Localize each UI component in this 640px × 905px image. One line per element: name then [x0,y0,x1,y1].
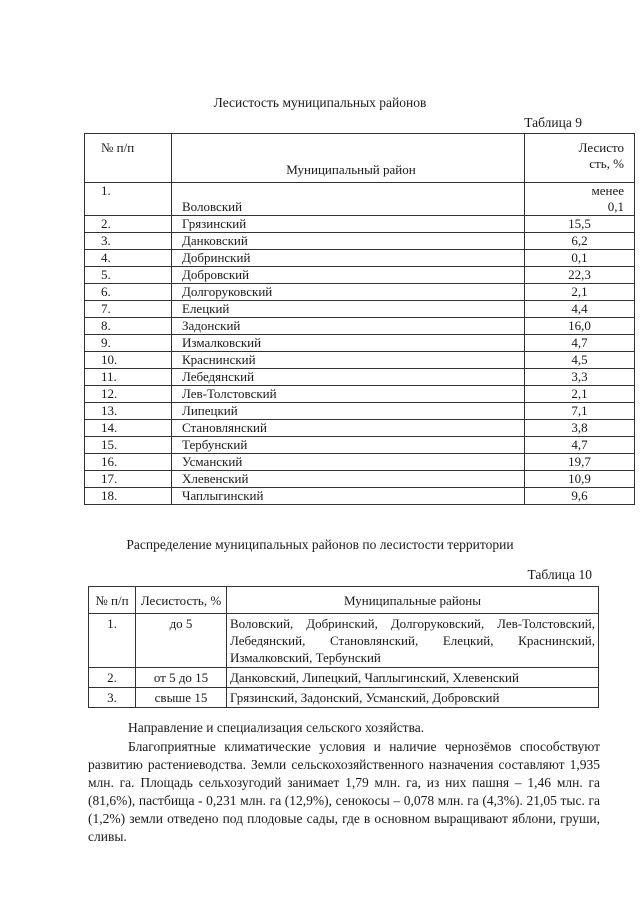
row-district: Хлевенский [172,471,525,488]
row-forest: до 5 [136,614,227,668]
row-district: Краснинский [172,352,525,369]
row-num: 9. [85,335,172,352]
row-value: 3,3 [525,369,635,386]
body-paragraph: Благоприятные климатические условия и наличие чернозёмов способствуют развитию растениеводства. Земли сельскохозяйственного назначения составляют 1,935 млн. га. Площадь сельхозугодий занимает 1,79 млн. га, из них пашня – 1,46 млн. га (81,6%), пастбища - 0,231 млн. га (12,9%), сенокосы – 0,078 млн. га (4,3%). 21,05 тыс. га (1,2%) земли отведено под плодовые сады, где в основном выращивают яблони, груши, сливы. [88,739,600,844]
row-value: 3,8 [525,420,635,437]
row-value: 19,7 [525,454,635,471]
row-value: 4,7 [525,335,635,352]
header-forest: Лесистость, % [136,587,227,614]
row-num: 1. [85,183,172,216]
table-row [89,688,599,708]
row-num: 3. [89,688,136,708]
row-district: Задонский [172,318,525,335]
row-num: 10. [85,352,172,369]
row-num: 5. [85,267,172,284]
table-row [89,614,599,668]
table-header-row [85,134,635,183]
row-num: 15. [85,437,172,454]
header-forest [525,134,635,183]
row-forest: свыше 15 [136,688,227,708]
distribution-table [88,586,599,708]
row-districts: Данковский, Липецкий, Чаплыгинский, Хлевенский [227,668,599,688]
table-row [85,267,635,284]
row-num: 7. [85,301,172,318]
header-num: № п/п [85,134,172,183]
row-district: Данковский [172,233,525,250]
row-district: Елецкий [172,301,525,318]
table-header-row [89,587,599,614]
row-value: 2,1 [525,284,635,301]
row-districts: Грязинский, Задонский, Усманский, Добровский [227,688,599,708]
table-row [85,403,635,420]
table10-title: Распределение муниципальных районов по лесистости территории [126,537,514,552]
row-district: Добровский [172,267,525,284]
row-num: 14. [85,420,172,437]
row-district: Долгоруковский [172,284,525,301]
table-row [85,335,635,352]
row-value: 10,9 [525,471,635,488]
table9-title: Лесистость муниципальных районов [213,95,427,110]
table-row [85,284,635,301]
row-district: Лев-Толстовский [172,386,525,403]
row-value: 4,5 [525,352,635,369]
row-num: 16. [85,454,172,471]
row-num: 4. [85,250,172,267]
row-num: 1. [89,614,136,668]
table-row [85,250,635,267]
row-num: 12. [85,386,172,403]
row-value: 16,0 [525,318,635,335]
row-num: 17. [85,471,172,488]
row-district: Усманский [172,454,525,471]
table-row [85,437,635,454]
row-num: 6. [85,284,172,301]
header-num: № п/п [89,587,136,614]
row-district: Добринский [172,250,525,267]
row-value: 22,3 [525,267,635,284]
row-district: Воловский [172,183,525,216]
row-num: 2. [89,668,136,688]
row-value: 9,6 [525,488,635,505]
table10-caption: Таблица 10 [527,567,592,582]
row-num: 8. [85,318,172,335]
row-district: Липецкий [172,403,525,420]
header-district: Муниципальный район [172,134,525,183]
table-row [85,488,635,505]
table-row [85,420,635,437]
header-forest-line2: сть, % [589,156,624,171]
row-value-line1: менее [591,183,624,198]
row-value [525,183,635,216]
row-district: Лебедянский [172,369,525,386]
row-value: 4,4 [525,301,635,318]
row-districts: Воловский, Добринский, Долгоруковский, Лев-Толстовский, Лебедянский, Становлянский, Елецкий, Краснинский, Измалковский, Тербунский [227,614,599,668]
row-num: 3. [85,233,172,250]
table-row [85,369,635,386]
row-num: 11. [85,369,172,386]
table-row [89,668,599,688]
row-district: Чаплыгинский [172,488,525,505]
row-value: 0,1 [525,250,635,267]
row-num: 2. [85,216,172,233]
row-num: 13. [85,403,172,420]
row-district: Грязинский [172,216,525,233]
row-value: 15,5 [525,216,635,233]
section-heading: Направление и специализация сельского хозяйства. [128,720,425,735]
table-row [85,318,635,335]
table-row [85,301,635,318]
row-value: 2,1 [525,386,635,403]
table-row [85,183,635,216]
forest-cover-table [84,133,635,505]
row-forest: от 5 до 15 [136,668,227,688]
row-district: Измалковский [172,335,525,352]
row-num: 18. [85,488,172,505]
table9-caption: Таблица 9 [524,115,582,130]
table-row [85,352,635,369]
row-value: 6,2 [525,233,635,250]
row-value: 4,7 [525,437,635,454]
row-value: 7,1 [525,403,635,420]
row-district: Тербунский [172,437,525,454]
table-row [85,454,635,471]
row-district: Становлянский [172,420,525,437]
table-row [85,216,635,233]
header-districts: Муниципальные районы [227,587,599,614]
header-forest-line1: Лесисто [578,140,624,155]
row-value-line2: 0,1 [607,199,624,214]
table-row [85,233,635,250]
table-row [85,386,635,403]
table-row [85,471,635,488]
